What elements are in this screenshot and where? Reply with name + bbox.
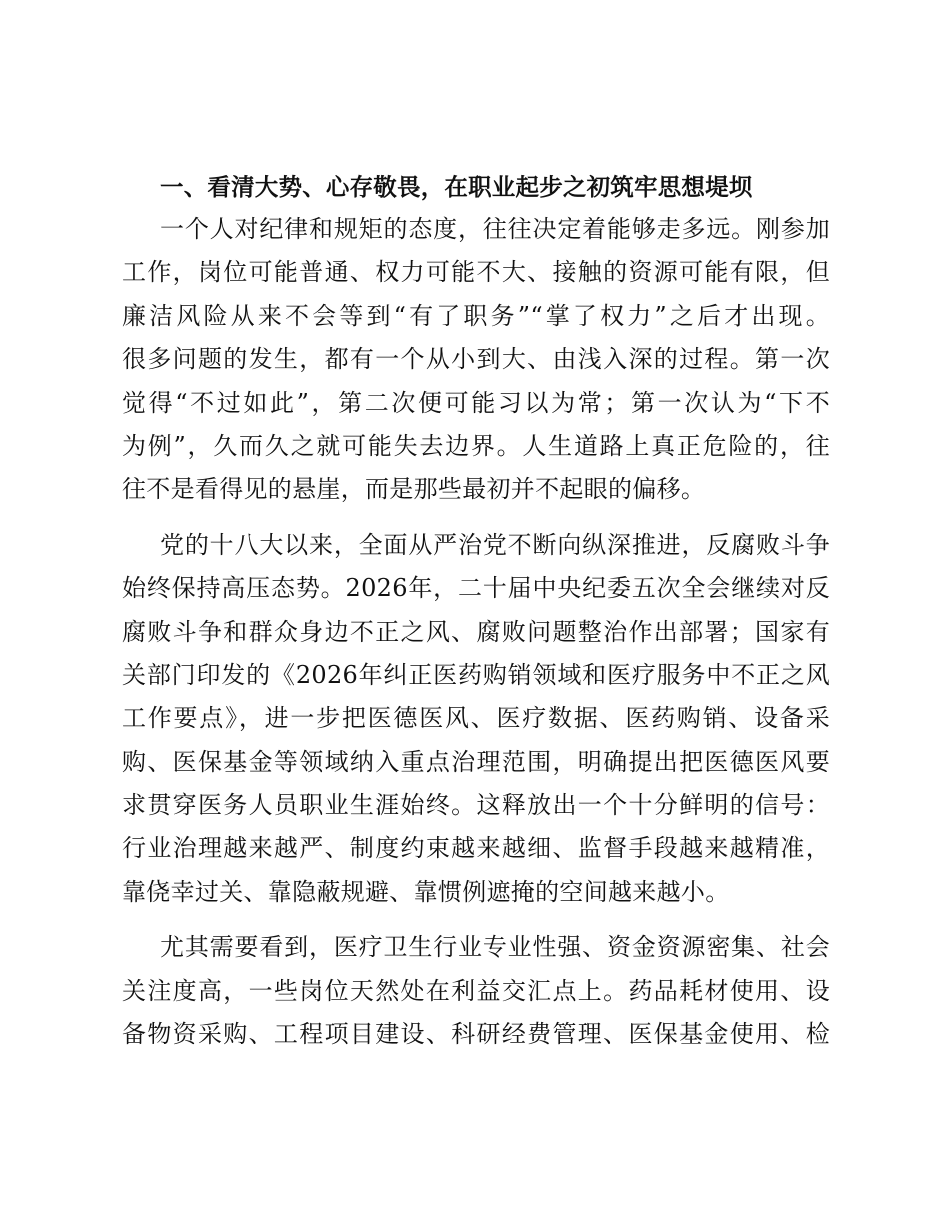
paragraph-line: 靠侥幸过关、靠隐蔽规避、靠惯例遮掩的空间越来越小。	[122, 877, 730, 906]
paragraph-line: 觉得“不过如此”，第二次便可能习以为常；第一次认为“下不	[122, 388, 830, 417]
section-heading: 一、看清大势、心存敬畏，在职业起步之初筑牢思想堤坝	[160, 173, 753, 201]
paragraph-1	[122, 208, 830, 512]
paragraph-line: 一个人对纪律和规矩的态度，往往决定着能够走多远。刚参加	[160, 215, 830, 243]
paragraph-line: 购、医保基金等领域纳入重点治理范围，明确提出把医德医风要	[122, 747, 830, 776]
paragraph-line: 工作，岗位可能普通、权力可能不大、接触的资源可能有限，但	[122, 258, 830, 287]
paragraph-line: 为例”，久而久之就可能失去边界。人生道路上真正危险的，往	[122, 431, 830, 460]
paragraph-line: 尤其需要看到，医疗卫生行业专业性强、资金资源密集、社会	[160, 933, 830, 962]
paragraph-line: 关部门印发的《2026年纠正医药购销领域和医疗服务中不正之风	[122, 660, 830, 689]
paragraph-line: 备物资采购、工程项目建设、科研经费管理、医保基金使用、检	[122, 1020, 830, 1049]
document-body	[122, 166, 830, 1056]
paragraph-3	[122, 926, 830, 1056]
paragraph-spacer	[122, 914, 830, 926]
paragraph-2	[122, 524, 830, 915]
paragraph-line: 行业治理越来越严、制度约束越来越细、监督手段越来越精准，	[122, 834, 830, 863]
paragraph-line: 工作要点》，进一步把医德医风、医疗数据、医药购销、设备采	[122, 704, 830, 733]
paragraph-line: 求贯穿医务人员职业生涯始终。这释放出一个十分鲜明的信号：	[122, 791, 830, 820]
paragraph-line: 往不是看得见的悬崖，而是那些最初并不起眼的偏移。	[122, 475, 706, 504]
paragraph-line: 廉洁风险从来不会等到“有了职务”“掌了权力”之后才出现。	[122, 301, 830, 330]
paragraph-line: 腐败斗争和群众身边不正之风、腐败问题整治作出部署；国家有	[122, 617, 830, 646]
paragraph-line: 很多问题的发生，都有一个从小到大、由浅入深的过程。第一次	[122, 345, 830, 374]
paragraph-line: 党的十八大以来，全面从严治党不断向纵深推进，反腐败斗争	[160, 530, 830, 559]
paragraph-line: 关注度高，一些岗位天然处在利益交汇点上。药品耗材使用、设	[122, 976, 830, 1005]
paragraph-line: 始终保持高压态势。2026年，二十届中央纪委五次全会继续对反	[122, 574, 830, 603]
paragraph-spacer	[122, 512, 830, 524]
